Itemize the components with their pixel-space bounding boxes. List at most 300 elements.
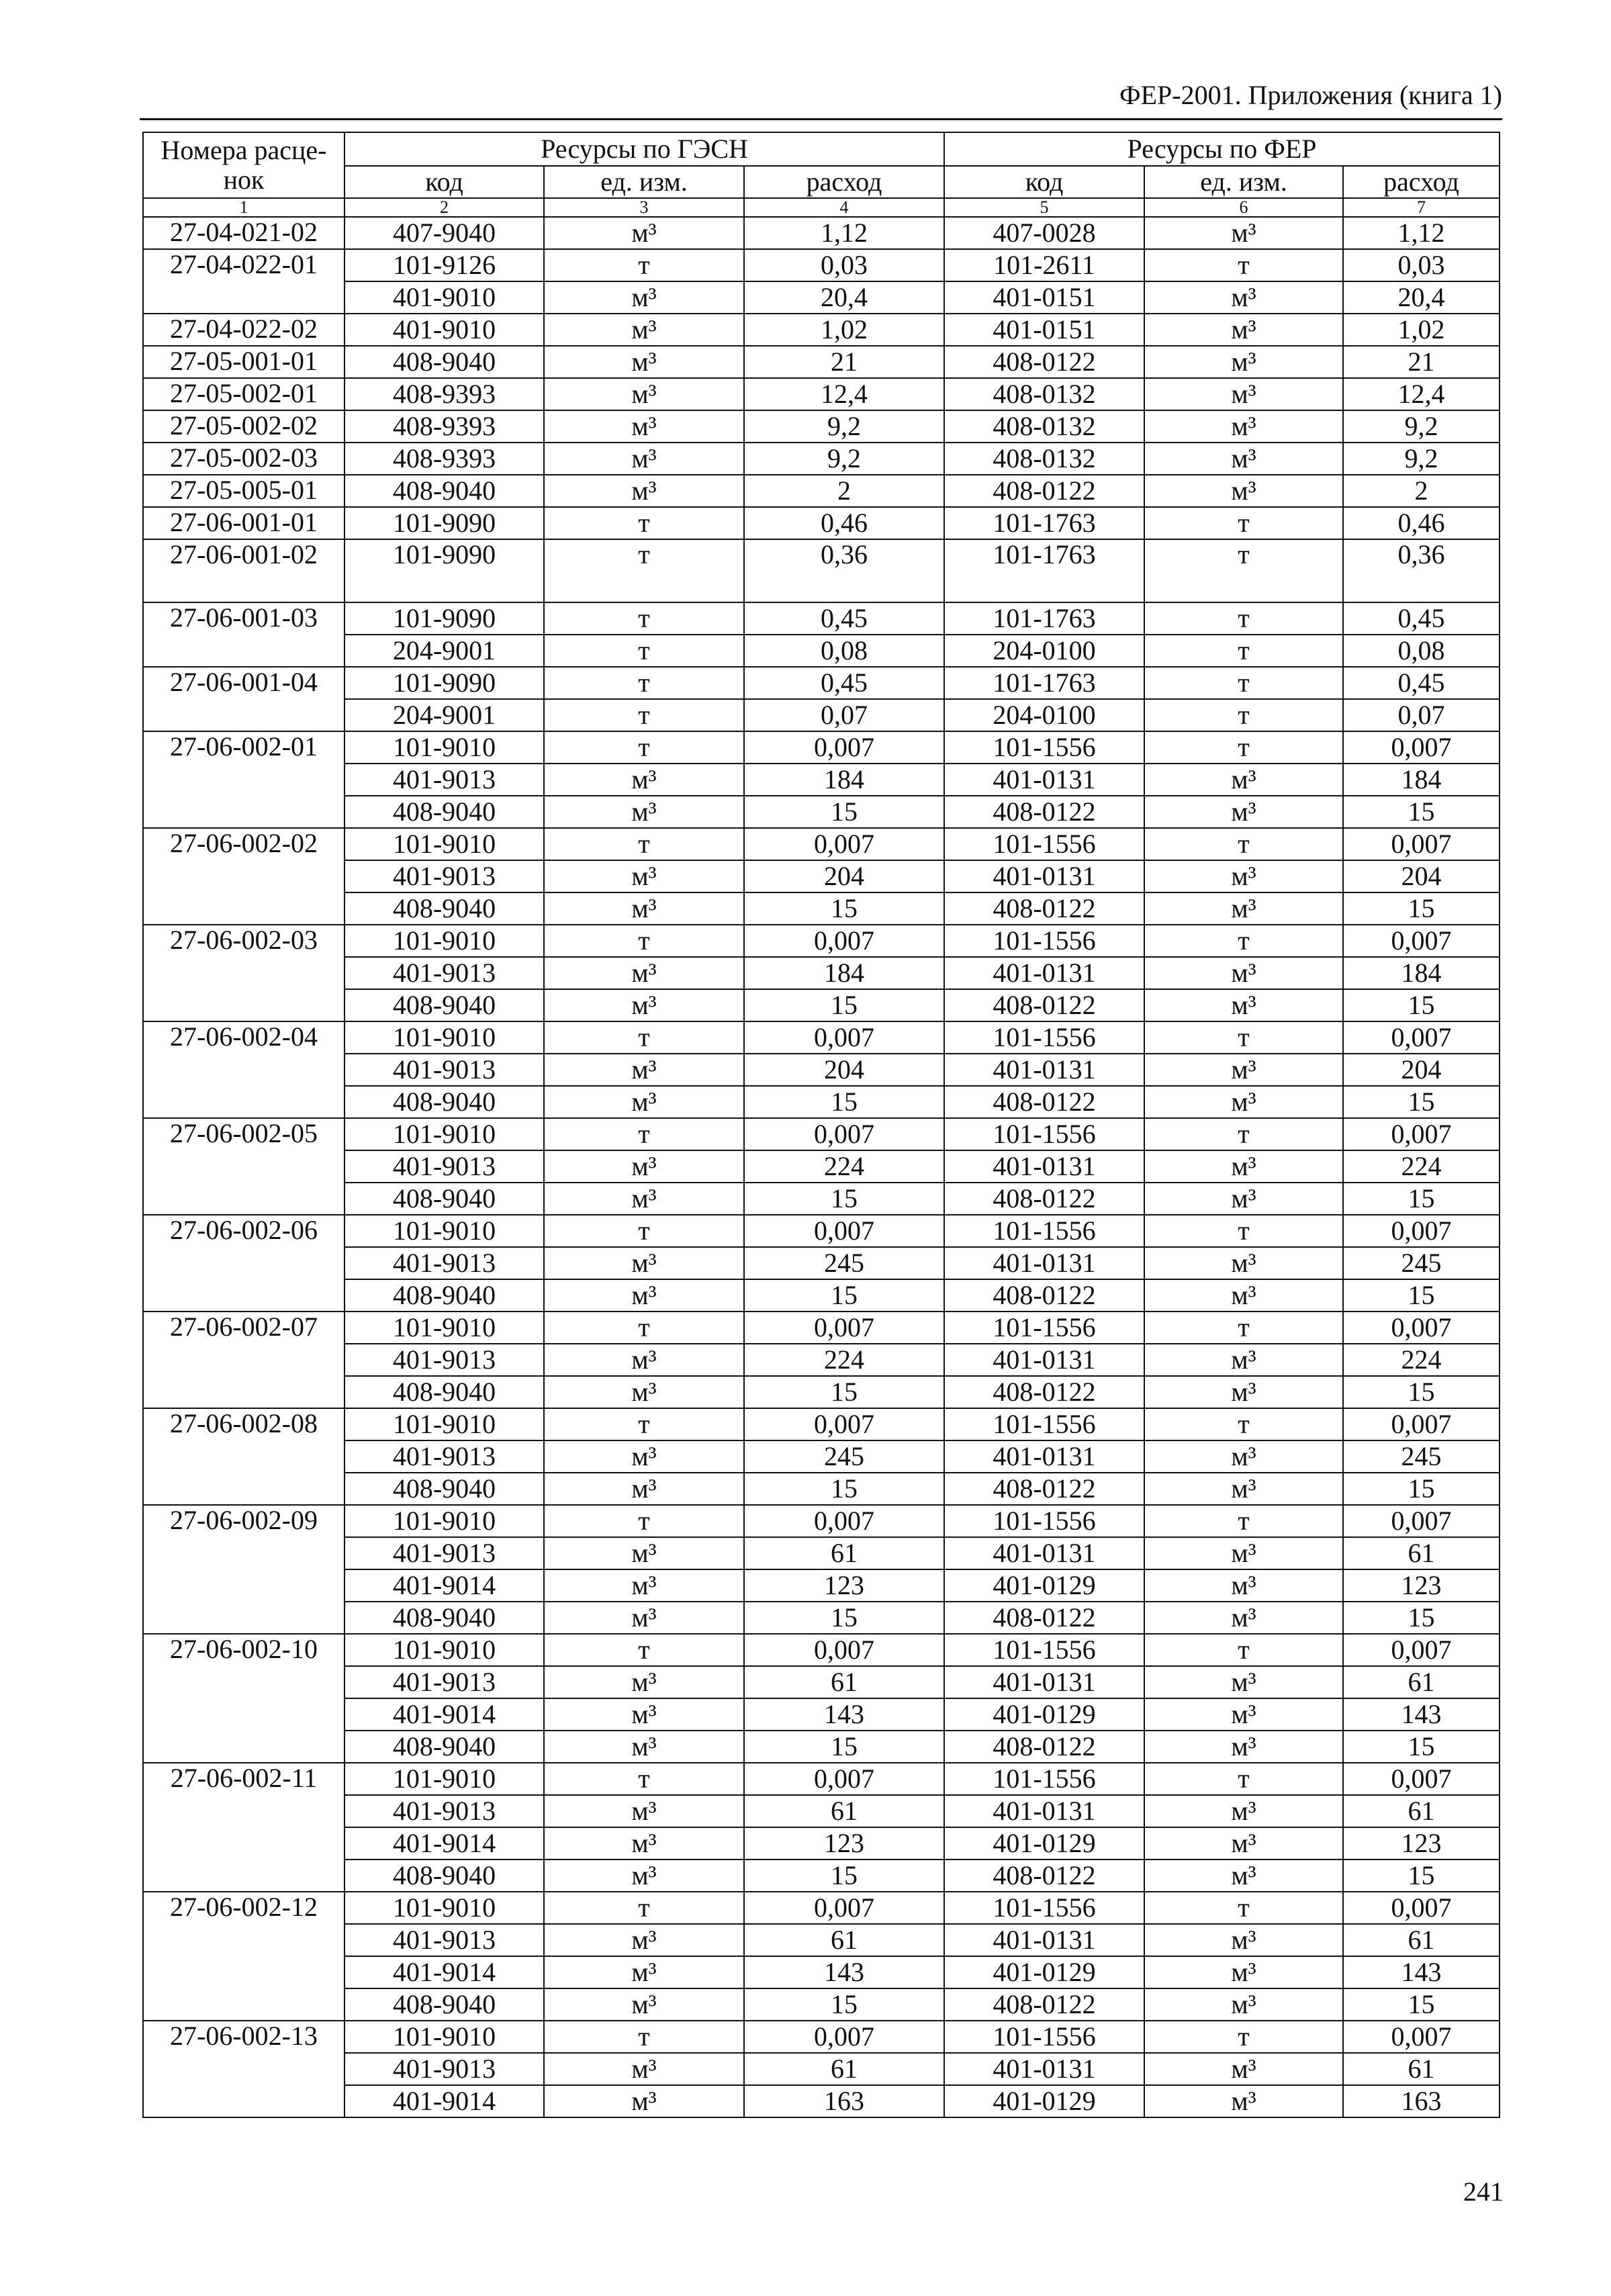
gesn-unit-cell: т <box>544 1634 744 1666</box>
gesn-consumption-cell: 61 <box>744 1666 944 1698</box>
gesn-code-cell: 408-9040 <box>344 1086 544 1118</box>
fer-code-cell: 407-0028 <box>944 217 1144 249</box>
table-row <box>143 378 1500 410</box>
gesn-code-cell: 401-9013 <box>344 764 544 796</box>
fer-unit-cell: м³ <box>1144 2085 1343 2117</box>
gesn-consumption-cell: 0,007 <box>744 2021 944 2053</box>
fer-consumption-cell: 0,45 <box>1343 667 1500 699</box>
gesn-consumption-cell: 0,03 <box>744 249 944 281</box>
gesn-code-cell: 101-9010 <box>344 1634 544 1666</box>
gesn-code-cell: 408-9040 <box>344 1279 544 1312</box>
fer-unit-cell: т <box>1144 1021 1343 1054</box>
fer-code-cell: 401-0131 <box>944 1666 1144 1698</box>
fer-unit-cell: м³ <box>1144 1602 1343 1634</box>
column-number: 5 <box>944 198 1144 217</box>
rate-code-cell: 27-06-002-04 <box>143 1021 344 1118</box>
table-row <box>143 892 1500 925</box>
column-number: 3 <box>544 198 744 217</box>
table-row <box>143 828 1500 860</box>
table-row <box>143 507 1500 539</box>
rate-code-cell: 27-06-001-01 <box>143 507 344 539</box>
gesn-unit-cell: м³ <box>544 1827 744 1859</box>
rate-code-cell: 27-06-002-01 <box>143 731 344 828</box>
column-number: 6 <box>1144 198 1343 217</box>
gesn-unit-cell: т <box>544 1312 744 1344</box>
gesn-code-cell: 401-9013 <box>344 1666 544 1698</box>
table-row <box>143 1440 1500 1473</box>
gesn-code-cell: 408-9393 <box>344 378 544 410</box>
gesn-code-cell: 408-9040 <box>344 1183 544 1215</box>
table-row <box>143 860 1500 892</box>
fer-code-cell: 101-2611 <box>944 249 1144 281</box>
gesn-consumption-cell: 2 <box>744 475 944 507</box>
fer-code-cell: 101-1556 <box>944 1312 1144 1344</box>
fer-code-cell: 101-1763 <box>944 539 1144 602</box>
table-row <box>143 1988 1500 2021</box>
rate-code-cell: 27-05-002-03 <box>143 443 344 475</box>
gesn-unit-cell: м³ <box>544 1924 744 1956</box>
gesn-unit-cell: м³ <box>544 1988 744 2021</box>
rate-code-cell: 27-06-002-10 <box>143 1634 344 1763</box>
fer-code-cell: 401-0131 <box>944 764 1144 796</box>
gesn-consumption-cell: 184 <box>744 764 944 796</box>
gesn-unit-cell: м³ <box>544 1956 744 1988</box>
fer-code-cell: 101-1556 <box>944 1892 1144 1924</box>
table-row <box>143 2021 1500 2053</box>
fer-code-cell: 401-0129 <box>944 1827 1144 1859</box>
fer-consumption-cell: 0,007 <box>1343 1763 1500 1795</box>
fer-unit-cell: м³ <box>1144 1795 1343 1827</box>
table-row <box>143 1892 1500 1924</box>
fer-unit-cell: м³ <box>1144 2053 1343 2085</box>
gesn-consumption-cell: 163 <box>744 2085 944 2117</box>
table-row <box>143 1150 1500 1183</box>
table-body <box>143 217 1500 2117</box>
gesn-consumption-cell: 20,4 <box>744 281 944 314</box>
gesn-code-cell: 101-9010 <box>344 1763 544 1795</box>
gesn-code-cell: 101-9090 <box>344 539 544 602</box>
table-row <box>143 1279 1500 1312</box>
gesn-consumption-cell: 15 <box>744 892 944 925</box>
gesn-consumption-cell: 0,007 <box>744 1312 944 1344</box>
fer-code-cell: 408-0122 <box>944 1473 1144 1505</box>
rate-code-cell: 27-06-001-03 <box>143 602 344 667</box>
gesn-code-cell: 401-9010 <box>344 281 544 314</box>
fer-consumption-cell: 0,36 <box>1343 539 1500 602</box>
fer-consumption-cell: 0,46 <box>1343 507 1500 539</box>
rate-code-cell: 27-06-002-08 <box>143 1408 344 1505</box>
table-row <box>143 217 1500 249</box>
gesn-consumption-cell: 0,08 <box>744 635 944 667</box>
gesn-unit-cell: т <box>544 1763 744 1795</box>
gesn-consumption-cell: 0,36 <box>744 539 944 602</box>
fer-code-cell: 408-0132 <box>944 410 1144 443</box>
fer-code-cell: 101-1556 <box>944 925 1144 957</box>
fer-unit-cell: м³ <box>1144 1183 1343 1215</box>
gesn-consumption-cell: 9,2 <box>744 410 944 443</box>
gesn-consumption-cell: 15 <box>744 989 944 1021</box>
fer-code-cell: 408-0122 <box>944 1731 1144 1763</box>
fer-consumption-cell: 0,45 <box>1343 602 1500 635</box>
fer-code-cell: 101-1763 <box>944 507 1144 539</box>
gesn-code-cell: 401-9013 <box>344 1247 544 1279</box>
fer-code-cell: 408-0122 <box>944 892 1144 925</box>
table-row <box>143 2085 1500 2117</box>
gesn-code-cell: 401-9014 <box>344 1956 544 1988</box>
gesn-unit-cell: т <box>544 507 744 539</box>
fer-code-cell: 401-0131 <box>944 1054 1144 1086</box>
fer-consumption-cell: 12,4 <box>1343 378 1500 410</box>
fer-consumption-cell: 0,007 <box>1343 1634 1500 1666</box>
fer-consumption-cell: 15 <box>1343 1602 1500 1634</box>
gesn-unit-cell: м³ <box>544 957 744 989</box>
rate-code-cell: 27-04-022-02 <box>143 314 344 346</box>
fer-unit-cell: м³ <box>1144 475 1343 507</box>
gesn-code-cell: 401-9013 <box>344 2053 544 2085</box>
rate-code-cell: 27-06-002-05 <box>143 1118 344 1215</box>
subheader-fer-code: код <box>944 166 1144 198</box>
fer-code-cell: 101-1556 <box>944 1021 1144 1054</box>
header-rule <box>140 118 1502 120</box>
column-number: 4 <box>744 198 944 217</box>
gesn-unit-cell: т <box>544 828 744 860</box>
table-row <box>143 314 1500 346</box>
resources-table <box>142 132 1500 2118</box>
gesn-consumption-cell: 143 <box>744 1698 944 1731</box>
gesn-consumption-cell: 0,007 <box>744 1408 944 1440</box>
gesn-consumption-cell: 12,4 <box>744 378 944 410</box>
rate-code-cell: 27-06-002-03 <box>143 925 344 1021</box>
fer-consumption-cell: 15 <box>1343 1988 1500 2021</box>
page-number: 241 <box>1463 2176 1504 2207</box>
gesn-code-cell: 408-9040 <box>344 1473 544 1505</box>
rate-code-cell: 27-05-002-02 <box>143 410 344 443</box>
fer-consumption-cell: 0,07 <box>1343 699 1500 731</box>
gesn-unit-cell: м³ <box>544 2085 744 2117</box>
gesn-consumption-cell: 0,46 <box>744 507 944 539</box>
table-row <box>143 1021 1500 1054</box>
rate-code-cell: 27-06-002-11 <box>143 1763 344 1892</box>
gesn-consumption-cell: 1,02 <box>744 314 944 346</box>
gesn-unit-cell: т <box>544 667 744 699</box>
gesn-code-cell: 408-9040 <box>344 346 544 378</box>
subheader-gesn-consumption: расход <box>744 166 944 198</box>
fer-consumption-cell: 0,007 <box>1343 1505 1500 1537</box>
gesn-consumption-cell: 9,2 <box>744 443 944 475</box>
fer-unit-cell: т <box>1144 1215 1343 1247</box>
gesn-code-cell: 408-9040 <box>344 989 544 1021</box>
fer-code-cell: 401-0151 <box>944 281 1144 314</box>
rate-code-cell: 27-05-001-01 <box>143 346 344 378</box>
column-number: 7 <box>1343 198 1500 217</box>
fer-code-cell: 204-0100 <box>944 635 1144 667</box>
fer-consumption-cell: 184 <box>1343 957 1500 989</box>
fer-unit-cell: т <box>1144 1892 1343 1924</box>
fer-unit-cell: т <box>1144 828 1343 860</box>
gesn-code-cell: 204-9001 <box>344 699 544 731</box>
fer-unit-cell: м³ <box>1144 443 1343 475</box>
gesn-code-cell: 401-9010 <box>344 314 544 346</box>
gesn-code-cell: 101-9010 <box>344 731 544 764</box>
table-row <box>143 1344 1500 1376</box>
fer-unit-cell: м³ <box>1144 1698 1343 1731</box>
fer-code-cell: 101-1556 <box>944 1505 1144 1537</box>
fer-unit-cell: т <box>1144 602 1343 635</box>
fer-code-cell: 101-1763 <box>944 602 1144 635</box>
fer-consumption-cell: 1,02 <box>1343 314 1500 346</box>
gesn-consumption-cell: 15 <box>744 1183 944 1215</box>
fer-consumption-cell: 15 <box>1343 1376 1500 1408</box>
gesn-code-cell: 101-9010 <box>344 1021 544 1054</box>
table-row <box>143 475 1500 507</box>
gesn-code-cell: 101-9010 <box>344 1215 544 1247</box>
fer-code-cell: 408-0122 <box>944 1086 1144 1118</box>
table-row <box>143 346 1500 378</box>
gesn-unit-cell: м³ <box>544 217 744 249</box>
gesn-code-cell: 101-9090 <box>344 507 544 539</box>
gesn-consumption-cell: 15 <box>744 1279 944 1312</box>
fer-unit-cell: м³ <box>1144 1279 1343 1312</box>
subheader-gesn-code: код <box>344 166 544 198</box>
gesn-unit-cell: т <box>544 1892 744 1924</box>
gesn-code-cell: 401-9014 <box>344 1569 544 1602</box>
fer-consumption-cell: 204 <box>1343 1054 1500 1086</box>
fer-code-cell: 401-0131 <box>944 1150 1144 1183</box>
table-row <box>143 1215 1500 1247</box>
gesn-consumption-cell: 15 <box>744 1988 944 2021</box>
fer-code-cell: 408-0122 <box>944 1859 1144 1892</box>
gesn-unit-cell: м³ <box>544 1054 744 1086</box>
fer-unit-cell: м³ <box>1144 1666 1343 1698</box>
gesn-unit-cell: м³ <box>544 796 744 828</box>
fer-code-cell: 101-1556 <box>944 1118 1144 1150</box>
table-row <box>143 1698 1500 1731</box>
fer-consumption-cell: 61 <box>1343 1537 1500 1569</box>
gesn-consumption-cell: 0,007 <box>744 1763 944 1795</box>
fer-unit-cell: т <box>1144 635 1343 667</box>
gesn-consumption-cell: 15 <box>744 1602 944 1634</box>
gesn-consumption-cell: 0,07 <box>744 699 944 731</box>
gesn-consumption-cell: 245 <box>744 1247 944 1279</box>
gesn-unit-cell: м³ <box>544 1247 744 1279</box>
gesn-consumption-cell: 123 <box>744 1569 944 1602</box>
fer-code-cell: 101-1556 <box>944 1763 1144 1795</box>
fer-unit-cell: м³ <box>1144 957 1343 989</box>
gesn-consumption-cell: 0,007 <box>744 828 944 860</box>
fer-code-cell: 401-0131 <box>944 1247 1144 1279</box>
fer-consumption-cell: 15 <box>1343 1473 1500 1505</box>
fer-code-cell: 401-0131 <box>944 1537 1144 1569</box>
fer-consumption-cell: 15 <box>1343 892 1500 925</box>
rate-code-cell: 27-06-002-09 <box>143 1505 344 1634</box>
fer-code-cell: 204-0100 <box>944 699 1144 731</box>
fer-consumption-cell: 123 <box>1343 1569 1500 1602</box>
gesn-consumption-cell: 0,007 <box>744 1021 944 1054</box>
table-row <box>143 1183 1500 1215</box>
gesn-code-cell: 408-9393 <box>344 443 544 475</box>
gesn-unit-cell: т <box>544 602 744 635</box>
fer-unit-cell: м³ <box>1144 1086 1343 1118</box>
gesn-unit-cell: т <box>544 1118 744 1150</box>
table-row <box>143 1118 1500 1150</box>
gesn-consumption-cell: 15 <box>744 1859 944 1892</box>
table-row <box>143 731 1500 764</box>
gesn-code-cell: 401-9013 <box>344 957 544 989</box>
gesn-unit-cell: т <box>544 699 744 731</box>
gesn-unit-cell: м³ <box>544 989 744 1021</box>
gesn-consumption-cell: 61 <box>744 1537 944 1569</box>
fer-code-cell: 101-1556 <box>944 1408 1144 1440</box>
fer-unit-cell: т <box>1144 1505 1343 1537</box>
gesn-unit-cell: м³ <box>544 443 744 475</box>
gesn-code-cell: 101-9010 <box>344 1118 544 1150</box>
gesn-code-cell: 408-9040 <box>344 1859 544 1892</box>
gesn-code-cell: 408-9040 <box>344 475 544 507</box>
gesn-unit-cell: м³ <box>544 1795 744 1827</box>
gesn-unit-cell: м³ <box>544 410 744 443</box>
fer-consumption-cell: 15 <box>1343 989 1500 1021</box>
gesn-unit-cell: т <box>544 635 744 667</box>
fer-consumption-cell: 0,007 <box>1343 1118 1500 1150</box>
subheader-gesn-unit: ед. изм. <box>544 166 744 198</box>
gesn-unit-cell: м³ <box>544 1279 744 1312</box>
fer-unit-cell: м³ <box>1144 1344 1343 1376</box>
gesn-code-cell: 408-9393 <box>344 410 544 443</box>
gesn-consumption-cell: 143 <box>744 1956 944 1988</box>
gesn-unit-cell: м³ <box>544 892 744 925</box>
fer-consumption-cell: 224 <box>1343 1344 1500 1376</box>
fer-code-cell: 401-0129 <box>944 2085 1144 2117</box>
table-row <box>143 1247 1500 1279</box>
fer-unit-cell: м³ <box>1144 1150 1343 1183</box>
fer-consumption-cell: 245 <box>1343 1440 1500 1473</box>
fer-consumption-cell: 15 <box>1343 1086 1500 1118</box>
gesn-unit-cell: т <box>544 925 744 957</box>
gesn-code-cell: 101-9090 <box>344 602 544 635</box>
gesn-unit-cell: м³ <box>544 1183 744 1215</box>
fer-unit-cell: м³ <box>1144 1956 1343 1988</box>
fer-unit-cell: м³ <box>1144 1859 1343 1892</box>
fer-code-cell: 101-1556 <box>944 731 1144 764</box>
gesn-unit-cell: м³ <box>544 1440 744 1473</box>
gesn-code-cell: 408-9040 <box>344 1731 544 1763</box>
fer-consumption-cell: 163 <box>1343 2085 1500 2117</box>
table-row <box>143 1795 1500 1827</box>
fer-consumption-cell: 0,007 <box>1343 1021 1500 1054</box>
gesn-consumption-cell: 224 <box>744 1150 944 1183</box>
gesn-consumption-cell: 204 <box>744 1054 944 1086</box>
table-row <box>143 1956 1500 1988</box>
gesn-code-cell: 401-9013 <box>344 1150 544 1183</box>
gesn-consumption-cell: 0,007 <box>744 1118 944 1150</box>
fer-unit-cell: м³ <box>1144 1376 1343 1408</box>
fer-consumption-cell: 224 <box>1343 1150 1500 1183</box>
gesn-unit-cell: т <box>544 539 744 602</box>
gesn-consumption-cell: 0,45 <box>744 602 944 635</box>
gesn-consumption-cell: 245 <box>744 1440 944 1473</box>
gesn-unit-cell: м³ <box>544 1537 744 1569</box>
table-row <box>143 796 1500 828</box>
gesn-unit-cell: м³ <box>544 1698 744 1731</box>
fer-code-cell: 408-0132 <box>944 378 1144 410</box>
rate-code-cell: 27-05-005-01 <box>143 475 344 507</box>
fer-consumption-cell: 143 <box>1343 1956 1500 1988</box>
gesn-unit-cell: т <box>544 2021 744 2053</box>
subheader-fer-consumption: расход <box>1343 166 1500 198</box>
fer-code-cell: 401-0131 <box>944 860 1144 892</box>
fer-consumption-cell: 9,2 <box>1343 410 1500 443</box>
gesn-unit-cell: м³ <box>544 860 744 892</box>
fer-code-cell: 408-0122 <box>944 989 1144 1021</box>
fer-code-cell: 101-1556 <box>944 1215 1144 1247</box>
fer-consumption-cell: 123 <box>1343 1827 1500 1859</box>
fer-unit-cell: м³ <box>1144 1827 1343 1859</box>
fer-consumption-cell: 0,007 <box>1343 1892 1500 1924</box>
fer-unit-cell: м³ <box>1144 1924 1343 1956</box>
fer-unit-cell: м³ <box>1144 764 1343 796</box>
table-row <box>143 764 1500 796</box>
gesn-code-cell: 401-9013 <box>344 860 544 892</box>
fer-consumption-cell: 61 <box>1343 1795 1500 1827</box>
gesn-code-cell: 401-9014 <box>344 1698 544 1731</box>
fer-unit-cell: м³ <box>1144 410 1343 443</box>
fer-consumption-cell: 0,007 <box>1343 925 1500 957</box>
gesn-consumption-cell: 15 <box>744 796 944 828</box>
subheader-fer-unit: ед. изм. <box>1144 166 1343 198</box>
fer-unit-cell: т <box>1144 1763 1343 1795</box>
table-row <box>143 1731 1500 1763</box>
fer-code-cell: 408-0132 <box>944 443 1144 475</box>
gesn-consumption-cell: 0,007 <box>744 1505 944 1537</box>
table-row <box>143 1376 1500 1408</box>
gesn-unit-cell: м³ <box>544 1731 744 1763</box>
gesn-unit-cell: м³ <box>544 1666 744 1698</box>
fer-unit-cell: т <box>1144 1634 1343 1666</box>
gesn-unit-cell: м³ <box>544 1569 744 1602</box>
gesn-consumption-cell: 15 <box>744 1473 944 1505</box>
table-row <box>143 249 1500 281</box>
fer-code-cell: 401-0131 <box>944 957 1144 989</box>
header-gesn-resources: Ресурсы по ГЭСН <box>344 132 944 166</box>
fer-consumption-cell: 0,007 <box>1343 1215 1500 1247</box>
gesn-unit-cell: т <box>544 731 744 764</box>
gesn-code-cell: 101-9010 <box>344 1408 544 1440</box>
fer-unit-cell: т <box>1144 2021 1343 2053</box>
fer-consumption-cell: 0,007 <box>1343 2021 1500 2053</box>
rate-code-cell: 27-05-002-01 <box>143 378 344 410</box>
fer-unit-cell: м³ <box>1144 1247 1343 1279</box>
fer-unit-cell: м³ <box>1144 1731 1343 1763</box>
gesn-unit-cell: т <box>544 1215 744 1247</box>
gesn-code-cell: 401-9014 <box>344 1827 544 1859</box>
gesn-unit-cell: м³ <box>544 314 744 346</box>
gesn-unit-cell: т <box>544 1408 744 1440</box>
table-row <box>143 1924 1500 1956</box>
fer-unit-cell: м³ <box>1144 989 1343 1021</box>
gesn-code-cell: 204-9001 <box>344 635 544 667</box>
fer-unit-cell: т <box>1144 925 1343 957</box>
rate-code-cell: 27-06-001-02 <box>143 539 344 602</box>
gesn-code-cell: 401-9013 <box>344 1440 544 1473</box>
fer-code-cell: 401-0131 <box>944 1795 1144 1827</box>
fer-consumption-cell: 15 <box>1343 1279 1500 1312</box>
gesn-consumption-cell: 61 <box>744 1924 944 1956</box>
fer-consumption-cell: 184 <box>1343 764 1500 796</box>
page-header-title: ФЕР-2001. Приложения (книга 1) <box>1119 80 1502 110</box>
fer-unit-cell: м³ <box>1144 892 1343 925</box>
gesn-code-cell: 401-9013 <box>344 1795 544 1827</box>
fer-code-cell: 101-1763 <box>944 667 1144 699</box>
